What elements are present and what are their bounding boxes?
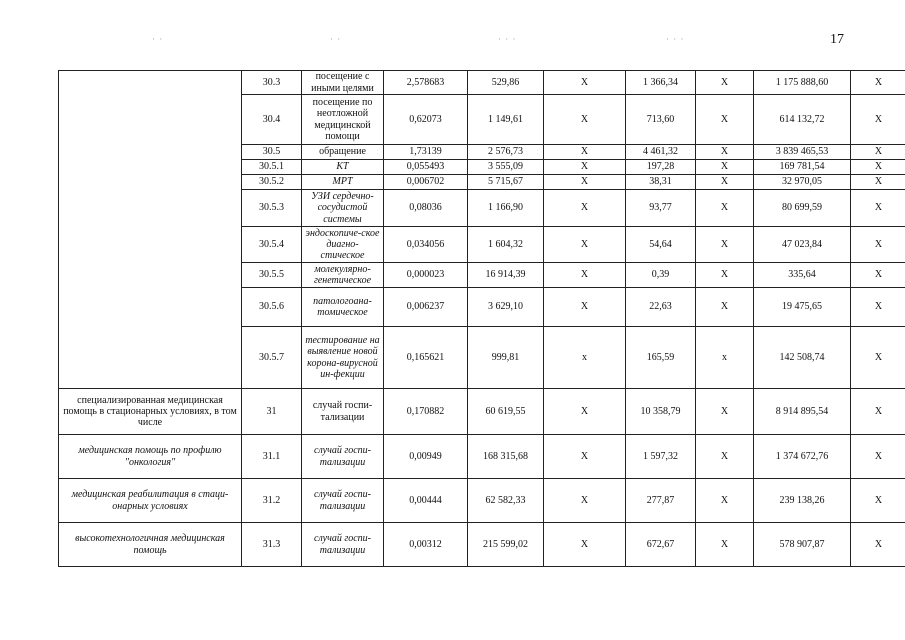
cell-code: 31.3 (242, 523, 302, 567)
cell-x1: Х (544, 263, 626, 288)
cell-unit: посещение по неотложной медицинской помощи (302, 95, 384, 145)
cell-x3: Х (851, 523, 905, 567)
cell-value-4: 22,63 (626, 288, 696, 327)
cell-x2: Х (696, 389, 754, 435)
cell-code: 30.5.1 (242, 160, 302, 175)
cell-unit: тестирование на выявление новой корона-вирусной ин-фекции (302, 327, 384, 389)
cell-x2: Х (696, 435, 754, 479)
cell-norm: 0,00312 (384, 523, 468, 567)
cell-x2: Х (696, 160, 754, 175)
cell-x3: Х (851, 190, 905, 227)
scan-artifact: · · · (666, 34, 685, 44)
cell-norm: 0,006237 (384, 288, 468, 327)
cell-x1: Х (544, 145, 626, 160)
cell-code: 30.4 (242, 95, 302, 145)
table-row (59, 435, 905, 479)
cell-value-4: 54,64 (626, 227, 696, 263)
cell-cost: 3 629,10 (468, 288, 544, 327)
cell-value-6: 3 839 465,53 (754, 145, 851, 160)
cell-x3: Х (851, 95, 905, 145)
cell-unit: случай госпи-тализации (302, 435, 384, 479)
table-row (59, 71, 905, 95)
scan-artifact: · · (152, 34, 164, 44)
cell-code: 30.5.6 (242, 288, 302, 327)
cell-unit: случай госпи-тализации (302, 479, 384, 523)
cell-x2: Х (696, 227, 754, 263)
cell-x3: Х (851, 479, 905, 523)
cell-norm: 2,578683 (384, 71, 468, 95)
cell-norm: 0,00949 (384, 435, 468, 479)
cell-cost: 1 166,90 (468, 190, 544, 227)
cell-code: 31.1 (242, 435, 302, 479)
cell-norm: 0,08036 (384, 190, 468, 227)
cell-norm: 0,000023 (384, 263, 468, 288)
cell-x3: Х (851, 145, 905, 160)
cell-x1: Х (544, 523, 626, 567)
table-row (59, 523, 905, 567)
cell-cost: 529,86 (468, 71, 544, 95)
cell-value-4: 672,67 (626, 523, 696, 567)
cell-cost: 215 599,02 (468, 523, 544, 567)
cell-value-6: 80 699,59 (754, 190, 851, 227)
cell-value-4: 197,28 (626, 160, 696, 175)
cell-code: 31.2 (242, 479, 302, 523)
cell-name: медицинская реабилитация в стаци-онарных условиях (59, 479, 242, 523)
cell-x2: Х (696, 95, 754, 145)
cell-value-4: 0,39 (626, 263, 696, 288)
cell-x1: Х (544, 288, 626, 327)
scan-artifact: · · · (498, 34, 517, 44)
cell-x3: Х (851, 227, 905, 263)
cell-x2: х (696, 327, 754, 389)
scan-artifact: · · (330, 34, 342, 44)
cell-value-6: 169 781,54 (754, 160, 851, 175)
cell-x1: Х (544, 95, 626, 145)
cell-value-4: 93,77 (626, 190, 696, 227)
cell-cost: 3 555,09 (468, 160, 544, 175)
cell-cost: 1 149,61 (468, 95, 544, 145)
cell-x3: Х (851, 175, 905, 190)
cell-norm: 0,62073 (384, 95, 468, 145)
cell-unit: молекулярно-генетическое (302, 263, 384, 288)
cell-x1: Х (544, 175, 626, 190)
cell-name (59, 71, 242, 389)
cell-x2: Х (696, 523, 754, 567)
cell-x3: Х (851, 71, 905, 95)
cell-value-4: 713,60 (626, 95, 696, 145)
cell-value-6: 142 508,74 (754, 327, 851, 389)
cell-cost: 999,81 (468, 327, 544, 389)
cell-unit: КТ (302, 160, 384, 175)
cell-code: 30.5.5 (242, 263, 302, 288)
cell-unit: обращение (302, 145, 384, 160)
cell-x1: Х (544, 479, 626, 523)
cell-x1: Х (544, 160, 626, 175)
cell-x2: Х (696, 263, 754, 288)
cell-cost: 168 315,68 (468, 435, 544, 479)
cell-code: 30.5 (242, 145, 302, 160)
cell-x1: Х (544, 227, 626, 263)
cell-code: 31 (242, 389, 302, 435)
cell-value-4: 38,31 (626, 175, 696, 190)
cell-x3: Х (851, 327, 905, 389)
cell-value-4: 10 358,79 (626, 389, 696, 435)
cell-value-6: 335,64 (754, 263, 851, 288)
cell-x1: Х (544, 389, 626, 435)
cell-value-4: 277,87 (626, 479, 696, 523)
cell-cost: 62 582,33 (468, 479, 544, 523)
cell-unit: случай госпи-тализации (302, 389, 384, 435)
cell-norm: 0,055493 (384, 160, 468, 175)
cell-unit: случай госпи-тализации (302, 523, 384, 567)
cell-value-6: 32 970,05 (754, 175, 851, 190)
data-table (58, 70, 905, 567)
cell-norm: 0,165621 (384, 327, 468, 389)
cell-value-6: 239 138,26 (754, 479, 851, 523)
cell-code: 30.5.7 (242, 327, 302, 389)
cell-x2: Х (696, 479, 754, 523)
cell-name: специализированная медицинская помощь в стационарных условиях, в том числе (59, 389, 242, 435)
cell-unit: МРТ (302, 175, 384, 190)
cell-x2: Х (696, 145, 754, 160)
cell-code: 30.5.2 (242, 175, 302, 190)
cell-code: 30.5.3 (242, 190, 302, 227)
cell-x1: Х (544, 435, 626, 479)
cell-norm: 0,034056 (384, 227, 468, 263)
cell-code: 30.3 (242, 71, 302, 95)
table-body (59, 71, 905, 567)
cell-value-6: 8 914 895,54 (754, 389, 851, 435)
cell-value-6: 578 907,87 (754, 523, 851, 567)
cell-unit: УЗИ сердечно-сосудистой системы (302, 190, 384, 227)
cell-unit: посещение с иными целями (302, 71, 384, 95)
cell-value-6: 1 175 888,60 (754, 71, 851, 95)
cell-x3: Х (851, 435, 905, 479)
cell-x3: Х (851, 160, 905, 175)
cell-value-6: 19 475,65 (754, 288, 851, 327)
cell-value-6: 614 132,72 (754, 95, 851, 145)
cell-value-6: 47 023,84 (754, 227, 851, 263)
cell-value-6: 1 374 672,76 (754, 435, 851, 479)
cell-name: высокотехнологичная медицинская помощь (59, 523, 242, 567)
cell-norm: 0,006702 (384, 175, 468, 190)
cell-x3: Х (851, 263, 905, 288)
cell-value-4: 165,59 (626, 327, 696, 389)
cell-value-4: 4 461,32 (626, 145, 696, 160)
cell-unit: патологоана-томическое (302, 288, 384, 327)
cell-x3: Х (851, 389, 905, 435)
cell-x2: Х (696, 288, 754, 327)
cell-cost: 60 619,55 (468, 389, 544, 435)
cell-norm: 0,00444 (384, 479, 468, 523)
cell-unit: эндоскопиче-ское диагно-стическое (302, 227, 384, 263)
cell-x1: Х (544, 190, 626, 227)
table-row (59, 389, 905, 435)
cell-value-4: 1 366,34 (626, 71, 696, 95)
page-number: 17 (830, 32, 844, 47)
cell-norm: 1,73139 (384, 145, 468, 160)
cell-cost: 1 604,32 (468, 227, 544, 263)
cell-x2: Х (696, 175, 754, 190)
cell-x1: Х (544, 71, 626, 95)
table-row (59, 479, 905, 523)
cell-cost: 16 914,39 (468, 263, 544, 288)
cell-name: медицинская помощь по профилю "онкология" (59, 435, 242, 479)
cell-norm: 0,170882 (384, 389, 468, 435)
cell-cost: 2 576,73 (468, 145, 544, 160)
cell-x2: Х (696, 71, 754, 95)
cell-code: 30.5.4 (242, 227, 302, 263)
cell-x2: Х (696, 190, 754, 227)
cell-value-4: 1 597,32 (626, 435, 696, 479)
cell-cost: 5 715,67 (468, 175, 544, 190)
cell-x1: х (544, 327, 626, 389)
cell-x3: Х (851, 288, 905, 327)
